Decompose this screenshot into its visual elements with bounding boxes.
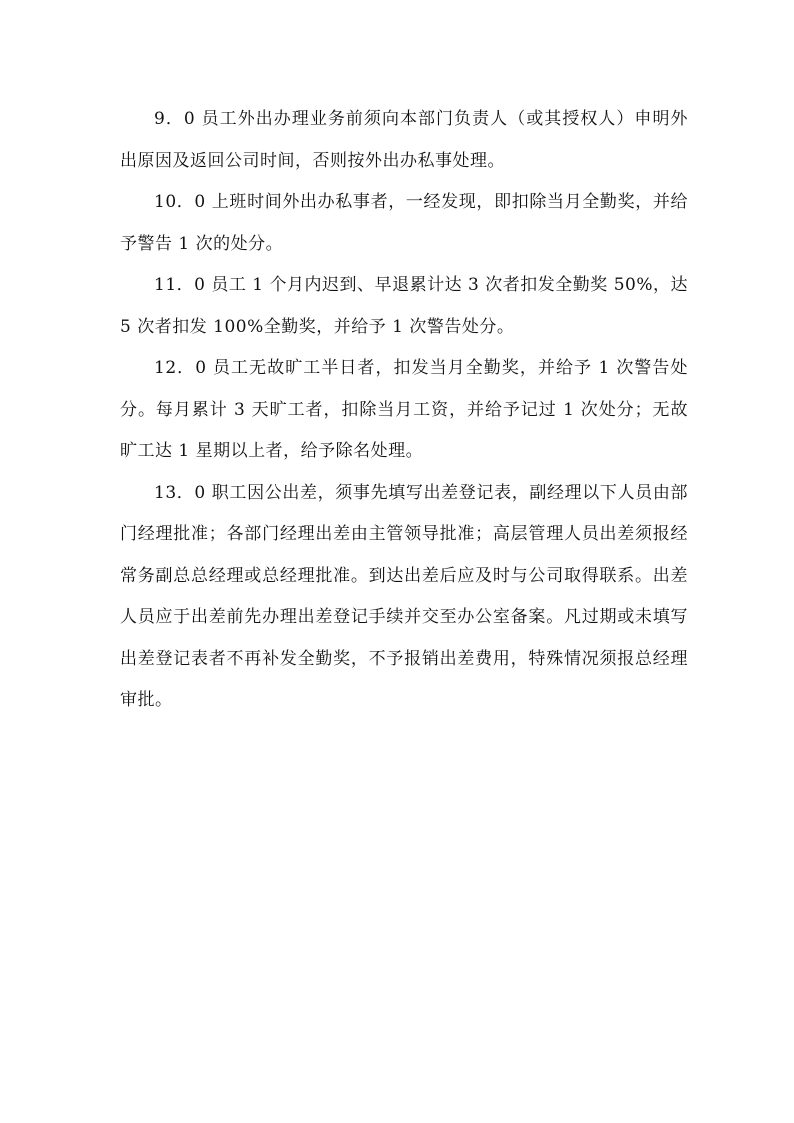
paragraph-rule-11: 11．0 员工 1 个月内迟到、早退累计达 3 次者扣发全勤奖 50%，达 5 次者扣发 100%全勤奖，并给予 1 次警告处分。 — [120, 275, 688, 337]
paragraph-rule-12: 12．0 员工无故旷工半日者，扣发当月全勤奖，并给予 1 次警告处分。每月累计 3 天旷工者，扣除当月工资，并给予记过 1 次处分；无故旷工达 1 星期以上者，给予除名处理。 — [120, 358, 688, 461]
paragraph-rule-13: 13．0 职工因公出差，须事先填写出差登记表，副经理以下人员由部门经理批准；各部门经理出差由主管领导批准；高层管理人员出差须报经常务副总总经理或总经理批准。到达出差后应及时与公司取得联系。出差人员应于出差前先办理出差登记手续并交至办公室备案。凡过期或未填写出差登记表者不再补发全勤奖，不予报销出差费用，特殊情况须报总经理审批。 — [120, 482, 688, 710]
paragraph-rule-10: 10．0 上班时间外出办私事者，一经发现，即扣除当月全勤奖，并给予警告 1 次的处分。 — [120, 192, 688, 254]
document-body — [120, 99, 688, 722]
paragraph-rule-9: 9．0 员工外出办理业务前须向本部门负责人（或其授权人）申明外出原因及返回公司时间，否则按外出办私事处理。 — [120, 109, 688, 171]
